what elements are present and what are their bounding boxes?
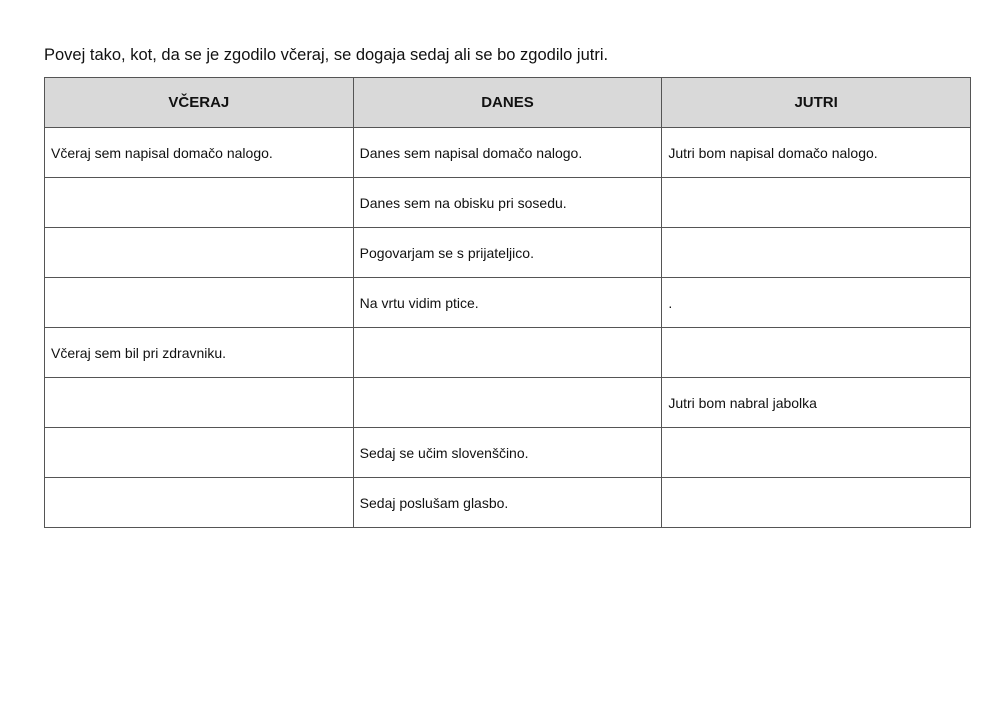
cell-danes[interactable]: Danes sem na obisku pri sosedu. [353, 178, 662, 228]
cell-danes[interactable]: Pogovarjam se s prijateljico. [353, 228, 662, 278]
tense-table [44, 77, 971, 528]
cell-vceraj[interactable] [45, 228, 354, 278]
table-row [45, 228, 971, 278]
header-jutri: JUTRI [662, 78, 971, 128]
cell-jutri[interactable]: . [662, 278, 971, 328]
header-vceraj: VČERAJ [45, 78, 354, 128]
cell-vceraj[interactable] [45, 428, 354, 478]
table-row [45, 478, 971, 528]
cell-vceraj[interactable] [45, 278, 354, 328]
cell-danes[interactable]: Sedaj se učim slovenščino. [353, 428, 662, 478]
header-row [45, 78, 971, 128]
table-row [45, 178, 971, 228]
cell-jutri[interactable]: Jutri bom napisal domačo nalogo. [662, 128, 971, 178]
table-row [45, 428, 971, 478]
cell-jutri[interactable] [662, 328, 971, 378]
cell-jutri[interactable]: Jutri bom nabral jabolka [662, 378, 971, 428]
cell-danes[interactable]: Na vrtu vidim ptice. [353, 278, 662, 328]
cell-vceraj[interactable] [45, 178, 354, 228]
cell-jutri[interactable] [662, 228, 971, 278]
cell-vceraj[interactable]: Včeraj sem napisal domačo nalogo. [45, 128, 354, 178]
table-row [45, 278, 971, 328]
cell-jutri[interactable] [662, 428, 971, 478]
header-danes: DANES [353, 78, 662, 128]
cell-jutri[interactable] [662, 478, 971, 528]
cell-danes[interactable] [353, 378, 662, 428]
table-row [45, 328, 971, 378]
table-row [45, 378, 971, 428]
cell-danes[interactable]: Sedaj poslušam glasbo. [353, 478, 662, 528]
cell-vceraj[interactable] [45, 378, 354, 428]
cell-vceraj[interactable] [45, 478, 354, 528]
instruction-text: Povej tako, kot, da se je zgodilo včeraj, se dogaja sedaj ali se bo zgodilo jutri. [44, 46, 609, 64]
cell-danes[interactable]: Danes sem napisal domačo nalogo. [353, 128, 662, 178]
table-row [45, 128, 971, 178]
cell-jutri[interactable] [662, 178, 971, 228]
cell-danes[interactable] [353, 328, 662, 378]
cell-vceraj[interactable]: Včeraj sem bil pri zdravniku. [45, 328, 354, 378]
